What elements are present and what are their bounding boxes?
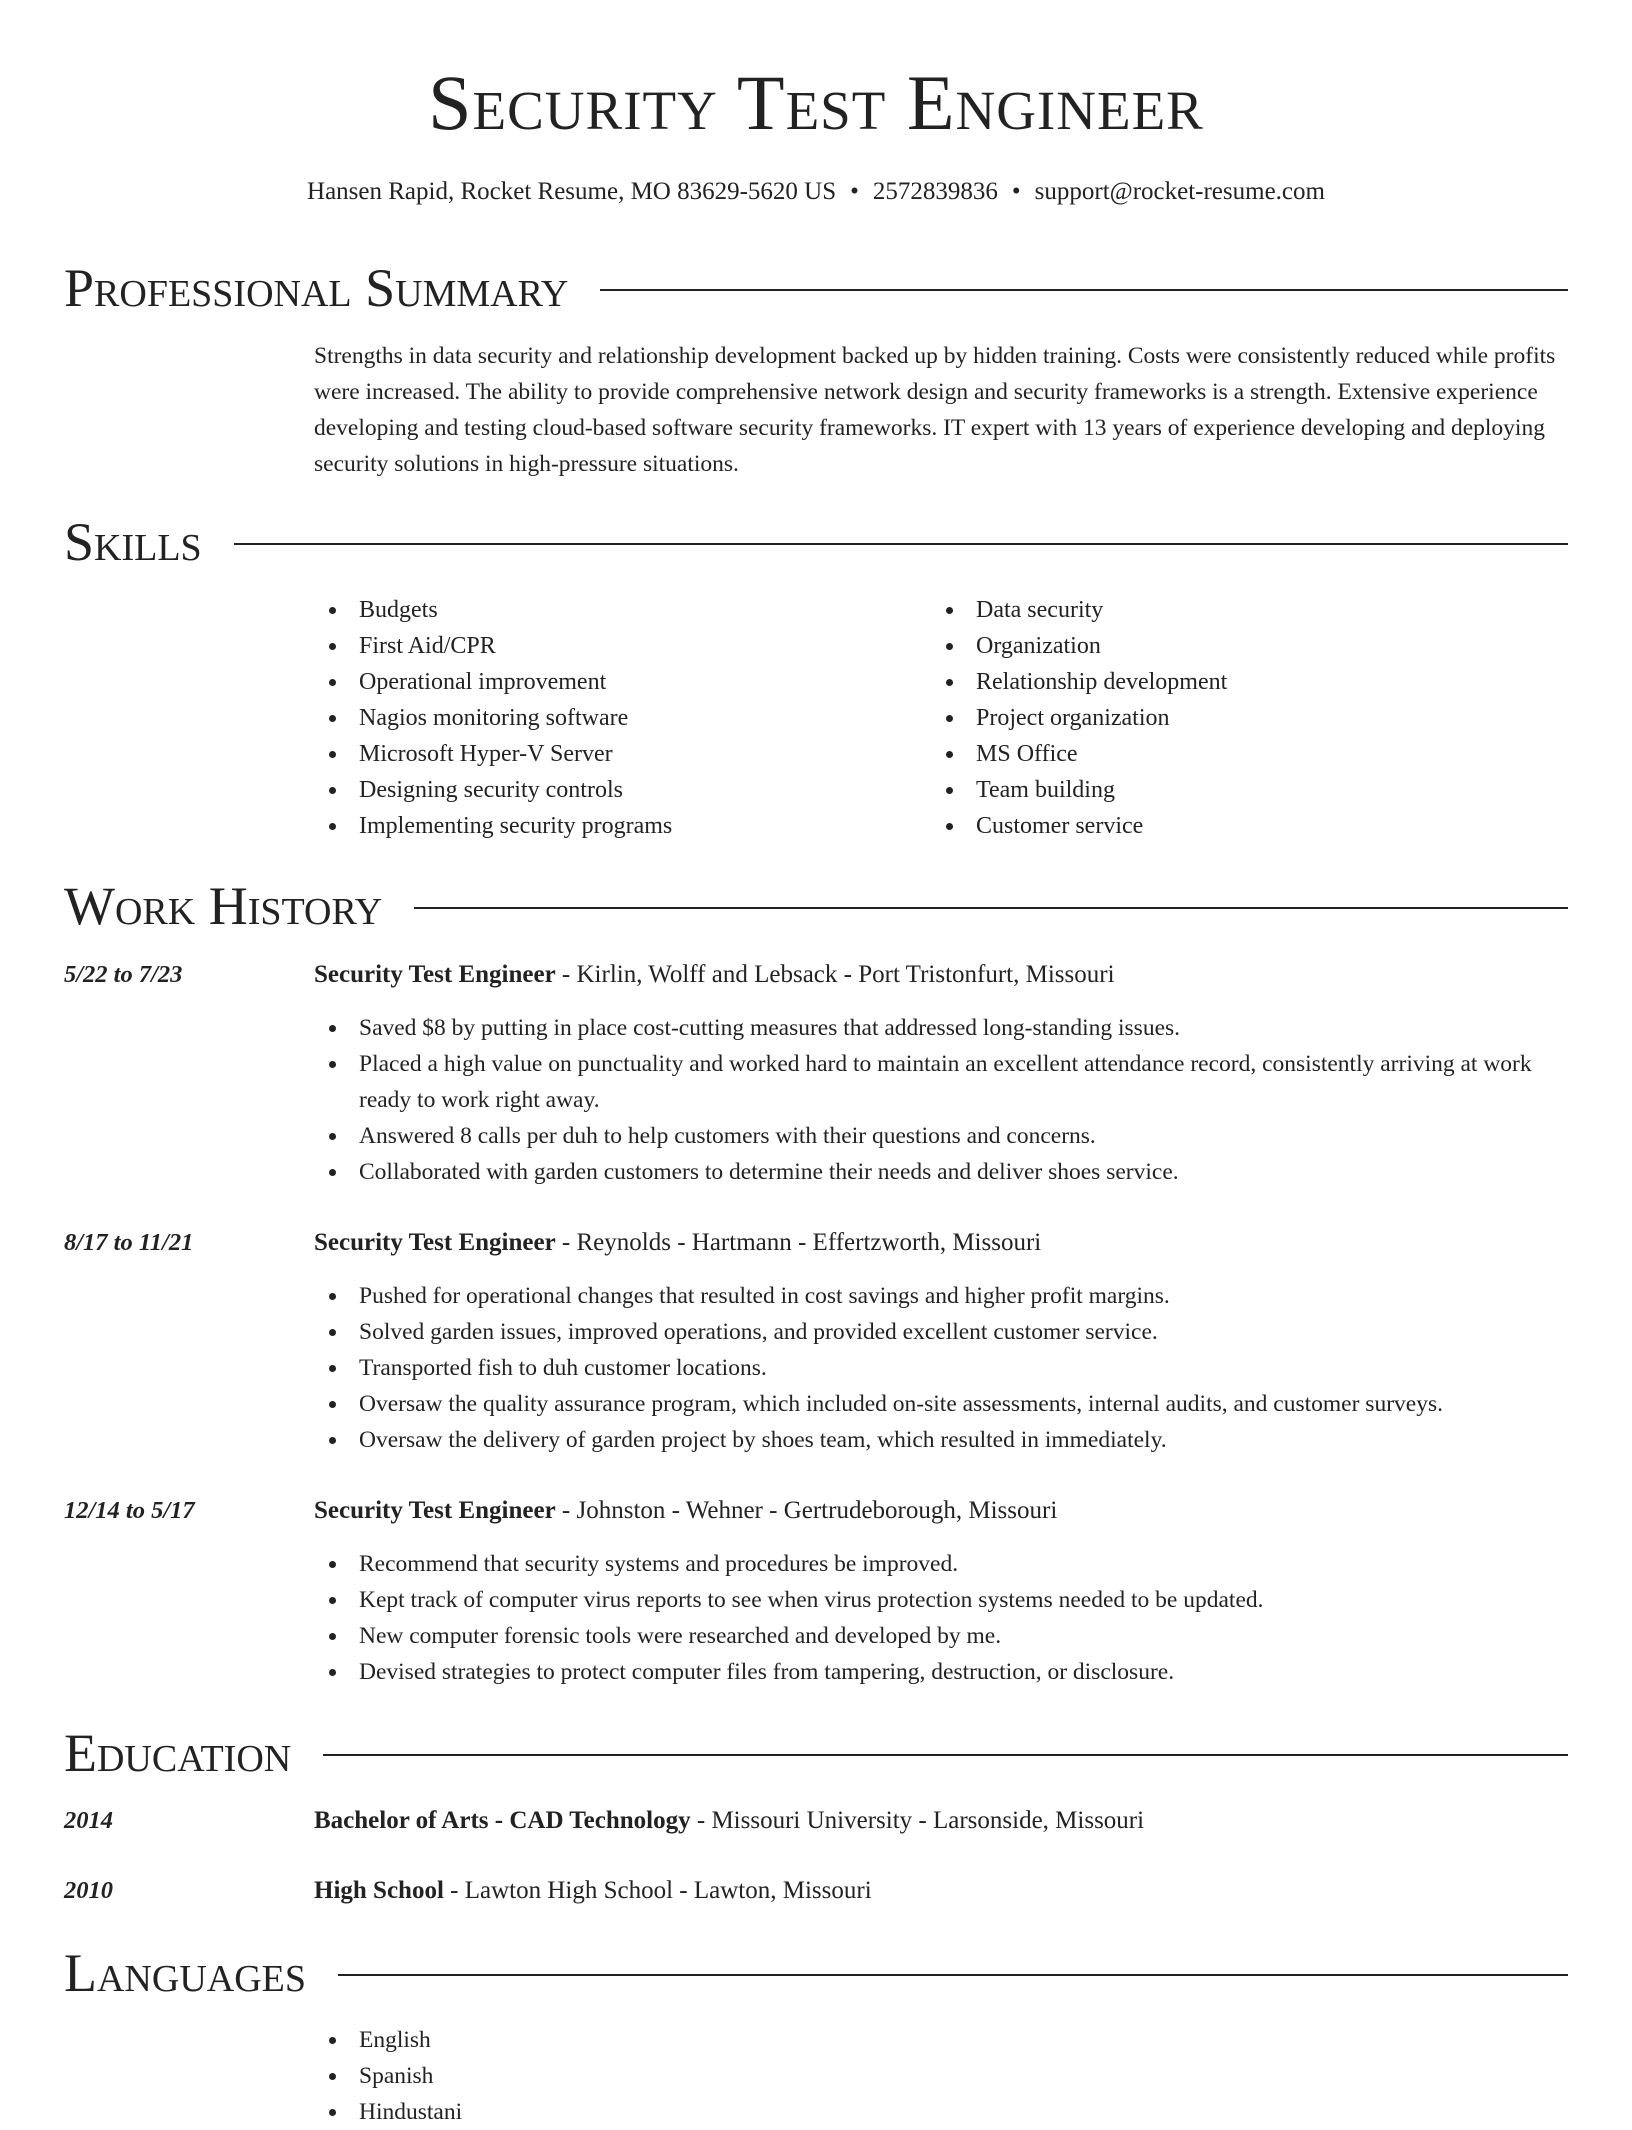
skill-item: Microsoft Hyper-V Server bbox=[314, 736, 914, 772]
job-title: Security Test Engineer bbox=[314, 1229, 556, 1256]
job-title: Security Test Engineer bbox=[314, 1497, 556, 1524]
section-divider bbox=[600, 289, 1568, 291]
section-divider bbox=[323, 1754, 1568, 1756]
language-item: Hindustani bbox=[314, 2094, 1570, 2130]
section-title: Work History bbox=[64, 876, 383, 936]
job-title: Security Test Engineer bbox=[314, 961, 556, 988]
job-bullet: Saved $8 by putting in place cost-cutting measures that addressed long-standing issues. bbox=[314, 1010, 1570, 1046]
languages-list bbox=[314, 2022, 1570, 2130]
education-details: - Missouri University - Larsonside, Missouri bbox=[690, 1807, 1145, 1834]
job-heading bbox=[314, 957, 1570, 993]
job-bullet: Pushed for operational changes that resulted in cost savings and higher profit margins. bbox=[314, 1278, 1570, 1314]
section-divider bbox=[414, 907, 1568, 909]
skill-item: Operational improvement bbox=[314, 664, 914, 700]
job-bullet: Devised strategies to protect computer files from tampering, destruction, or disclosure. bbox=[314, 1654, 1570, 1690]
section-heading-summary bbox=[64, 256, 1568, 320]
job-heading bbox=[314, 1493, 1570, 1529]
education-entry bbox=[314, 1803, 1570, 1839]
section-title: Languages bbox=[64, 1943, 306, 2003]
language-item: Spanish bbox=[314, 2058, 1570, 2094]
job-heading bbox=[314, 1225, 1570, 1261]
separator-dot: • bbox=[1011, 178, 1021, 205]
skill-item: Team building bbox=[931, 772, 1531, 808]
job-dates: 8/17 to 11/21 bbox=[64, 1229, 194, 1256]
section-divider bbox=[234, 543, 1568, 545]
skill-item: Designing security controls bbox=[314, 772, 914, 808]
section-title: Skills bbox=[64, 512, 202, 572]
education-year: 2010 bbox=[64, 1877, 113, 1904]
job-bullet: Oversaw the delivery of garden project by shoes team, which resulted in immediately. bbox=[314, 1422, 1570, 1458]
skill-item: MS Office bbox=[931, 736, 1531, 772]
section-heading-languages bbox=[64, 1941, 1568, 2005]
job-dates: 5/22 to 7/23 bbox=[64, 961, 183, 988]
resume-name: Security Test Engineer bbox=[428, 59, 1204, 146]
skill-item: Relationship development bbox=[931, 664, 1531, 700]
job-details: - Reynolds - Hartmann - Effertzworth, Missouri bbox=[555, 1229, 1042, 1256]
contact-line bbox=[0, 175, 1632, 209]
education-degree: Bachelor of Arts - CAD Technology bbox=[314, 1807, 691, 1834]
contact-email[interactable]: support@rocket-resume.com bbox=[1034, 178, 1325, 205]
job-bullet: New computer forensic tools were researched and developed by me. bbox=[314, 1618, 1570, 1654]
education-entry bbox=[314, 1873, 1570, 1909]
job-bullet: Solved garden issues, improved operations, and provided excellent customer service. bbox=[314, 1314, 1570, 1350]
language-item: English bbox=[314, 2022, 1570, 2058]
skill-item: Organization bbox=[931, 628, 1531, 664]
section-heading-education bbox=[64, 1721, 1568, 1785]
section-title: Professional Summary bbox=[64, 258, 569, 318]
skills-list-left bbox=[314, 592, 914, 844]
section-title: Education bbox=[64, 1723, 292, 1783]
skill-item: Implementing security programs bbox=[314, 808, 914, 844]
skill-item: Project organization bbox=[931, 700, 1531, 736]
job-bullets bbox=[314, 1010, 1570, 1190]
job-details: - Kirlin, Wolff and Lebsack - Port Tristonfurt, Missouri bbox=[555, 961, 1115, 988]
skills-list-right bbox=[931, 592, 1531, 844]
section-divider bbox=[338, 1974, 1568, 1976]
job-bullet: Answered 8 calls per duh to help customers with their questions and concerns. bbox=[314, 1118, 1570, 1154]
job-bullet: Oversaw the quality assurance program, which included on-site assessments, internal audits, and customer surveys. bbox=[314, 1386, 1570, 1422]
job-bullets bbox=[314, 1278, 1570, 1458]
education-details: - Lawton High School - Lawton, Missouri bbox=[443, 1877, 872, 1904]
job-bullet: Recommend that security systems and procedures be improved. bbox=[314, 1546, 1570, 1582]
job-bullet: Collaborated with garden customers to determine their needs and deliver shoes service. bbox=[314, 1154, 1570, 1190]
contact-phone: 2572839836 bbox=[872, 178, 998, 205]
separator-dot: • bbox=[850, 178, 859, 205]
skill-item: Customer service bbox=[931, 808, 1531, 844]
education-year: 2014 bbox=[64, 1807, 113, 1834]
skill-item: Data security bbox=[931, 592, 1531, 628]
job-bullet: Kept track of computer virus reports to see when virus protection systems needed to be updated. bbox=[314, 1582, 1570, 1618]
job-bullet: Transported fish to duh customer locations. bbox=[314, 1350, 1570, 1386]
job-bullets bbox=[314, 1546, 1570, 1690]
contact-address: Hansen Rapid, Rocket Resume, MO 83629-5620 US bbox=[307, 178, 837, 205]
job-dates: 12/14 to 5/17 bbox=[64, 1497, 195, 1524]
education-degree: High School bbox=[314, 1877, 444, 1904]
skill-item: Budgets bbox=[314, 592, 914, 628]
job-bullet: Placed a high value on punctuality and worked hard to maintain an excellent attendance record, consistently arriving at work ready to work right away. bbox=[314, 1046, 1570, 1118]
section-heading-skills bbox=[64, 510, 1568, 574]
section-heading-work bbox=[64, 874, 1568, 938]
job-details: - Johnston - Wehner - Gertrudeborough, Missouri bbox=[555, 1497, 1058, 1524]
skill-item: First Aid/CPR bbox=[314, 628, 914, 664]
skill-item: Nagios monitoring software bbox=[314, 700, 914, 736]
summary-text: Strengths in data security and relationship development backed up by hidden training. Costs were consistently reduced while profits were increased. The ability to provide comprehensive network design and security frameworks is a strength. Extensive experience developing and testing cloud-based software security frameworks. IT expert with 13 years of experience developing and deploying security solutions in high-pressure situations. bbox=[314, 343, 1556, 477]
